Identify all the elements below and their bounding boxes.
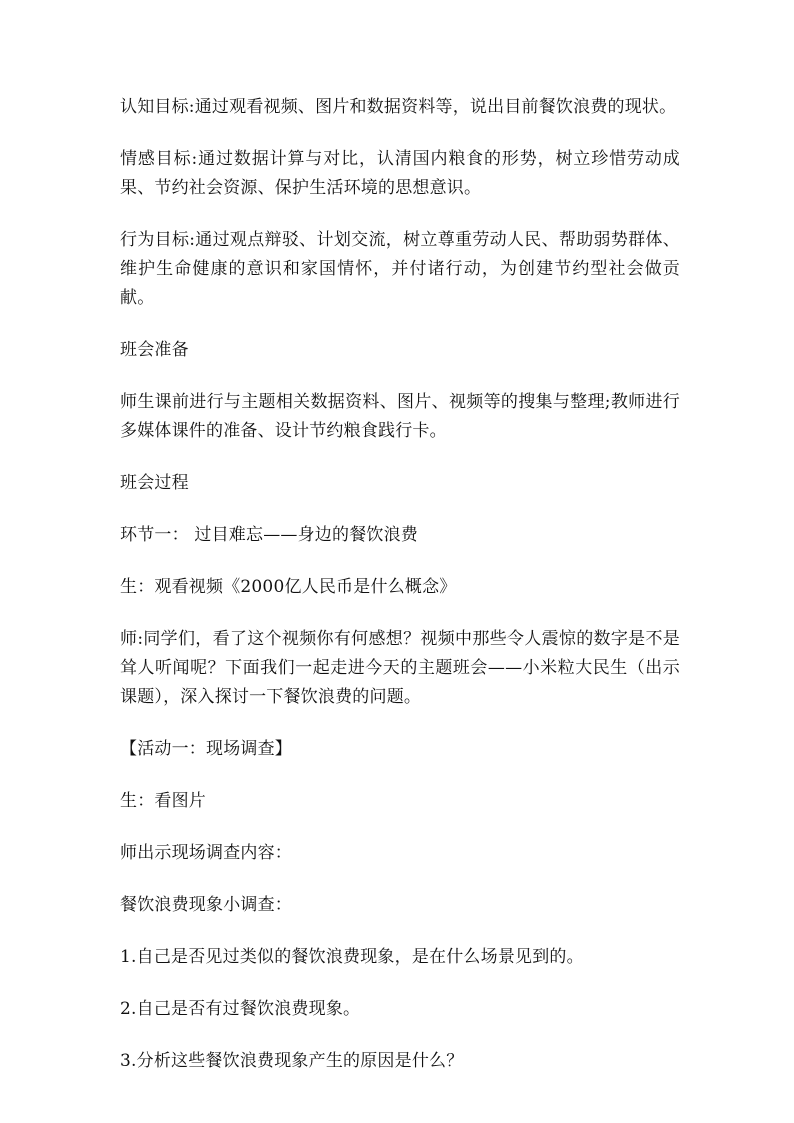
teacher-survey-line: 师出示现场调查内容： [120, 843, 292, 863]
goal-label: 行为目标: [120, 230, 196, 250]
document-body [120, 93, 680, 1099]
section-title: 环节一： 过目难忘——身边的餐饮浪费 [120, 525, 419, 545]
prep-heading: 班会准备 [120, 340, 189, 360]
survey-item: 1.自己是否见过类似的餐饮浪费现象，是在什么场景见到的。 [120, 947, 584, 967]
goal-emotional [120, 145, 680, 203]
activity-heading: 【活动一：现场调查】 [120, 739, 292, 759]
survey-item: 2.自己是否有过餐饮浪费现象。 [120, 999, 361, 1019]
goal-cognitive [120, 93, 680, 122]
goal-behavioral [120, 226, 680, 313]
teacher-talk: 师:同学们，看了这个视频你有何感想？视频中那些令人震惊的数字是不是耸人听闻呢？下面我们一起走进今天的主题班会——小米粒大民生（出示课题），深入探讨一下餐饮浪费的问题。 [120, 629, 680, 707]
goal-label: 认知目标: [120, 97, 195, 117]
goal-text: 通过观看视频、图片和数据资料等，说出目前餐饮浪费的现状。 [194, 97, 677, 117]
survey-title: 餐饮浪费现象小调查： [120, 895, 292, 915]
prep-text: 师生课前进行与主题相关数据资料、图片、视频等的搜集与整理;教师进行多媒体课件的准备、设计节约粮食践行卡。 [120, 392, 680, 441]
student-pictures-line: 生：看图片 [120, 791, 206, 811]
goal-text: 通过数据计算与对比，认清国内粮食的形势，树立珍惜劳动成果、节约社会资源、保护生活环境的思想意识。 [120, 149, 680, 198]
survey-item: 3.分析这些餐饮浪费现象产生的原因是什么？ [120, 1051, 464, 1071]
student-video-line: 生：观看视频《2000亿人民币是什么概念》 [120, 577, 457, 597]
goal-text: 通过观点辩驳、计划交流，树立尊重劳动人民、帮助弱势群体、维护生命健康的意识和家国情怀，并付诸行动，为创建节约型社会做贡献。 [120, 230, 680, 308]
process-heading: 班会过程 [120, 473, 189, 493]
goal-label: 情感目标: [120, 149, 198, 169]
